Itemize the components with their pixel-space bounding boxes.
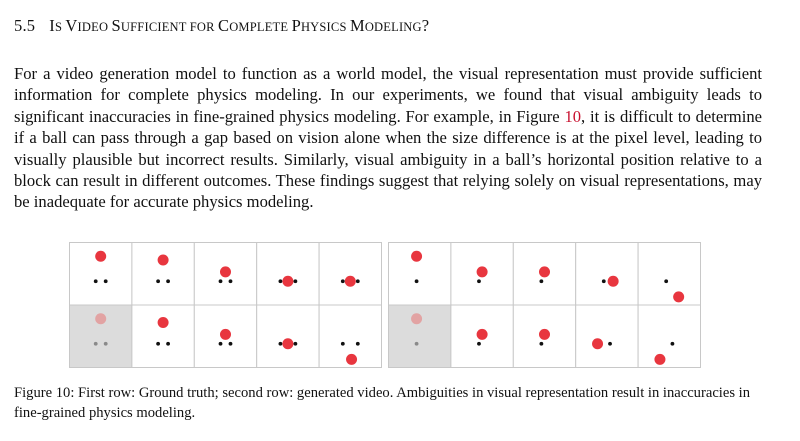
obstacle-dot [279,342,283,346]
obstacle-dot [229,279,233,283]
obstacle-dot [341,279,345,283]
obstacle-dot [356,342,360,346]
obstacle-dot [156,342,160,346]
section-title [49,16,429,35]
figure-panel-left [69,242,382,368]
red-ball [345,276,356,287]
title-letter: M [349,16,365,35]
obstacle-dot [664,279,668,283]
obstacle-dot [229,342,233,346]
obstacle-dot [477,279,481,283]
title-smallcaps: IDEO [77,20,112,34]
title-letter: V [65,16,78,35]
frame-cell [638,305,700,368]
red-ball [95,251,106,262]
red-ball [592,338,603,349]
figure-reference-link[interactable]: 10 [564,106,582,126]
frame-cell [132,305,194,368]
obstacle-dot [602,279,606,283]
red-ball [411,313,422,324]
frame-cell [638,243,700,306]
red-ball [282,338,293,349]
red-ball [477,266,488,277]
title-smallcaps: ODELING [364,20,422,34]
figure-grid-left [69,242,382,368]
red-ball [411,251,422,262]
obstacle-dot [166,342,170,346]
obstacle-dot [539,279,543,283]
red-ball [158,317,169,328]
obstacle-dot [477,342,481,346]
section-heading [14,16,429,36]
obstacle-dot [166,279,170,283]
red-ball [654,354,665,365]
title-smallcaps: OMPLETE [229,20,292,34]
title-smallcaps: UFFICIENT FOR [120,20,218,34]
red-ball [477,329,488,340]
figure-caption: Figure 10: First row: Ground truth; second row: generated video. Ambiguities in visual representation result in inaccuracies in fine-grained physics modeling. [14,385,751,421]
section-number: 5.5 [14,16,36,35]
obstacle-dot [341,342,345,346]
red-ball [346,354,357,365]
obstacle-dot [671,342,675,346]
frame-cell [576,305,638,368]
figure-grid-right [388,242,701,368]
frame-cell [257,243,319,306]
obstacle-dot [539,342,543,346]
obstacle-dot [293,342,297,346]
obstacle-dot [219,342,223,346]
obstacle-dot [219,279,223,283]
red-ball [673,291,684,302]
red-ball [608,276,619,287]
red-ball [539,329,550,340]
figure-panel-right [388,242,701,368]
frame-cell [319,243,381,306]
title-smallcaps: HYSICS [300,20,350,34]
obstacle-dot [94,279,98,283]
obstacle-dot [104,342,108,346]
red-ball [220,266,231,277]
obstacle-dot [94,342,98,346]
red-ball [220,329,231,340]
title-letter: C [217,16,230,35]
frame-cell [257,305,319,368]
obstacle-dot [156,279,160,283]
title-smallcaps: S [54,20,66,34]
obstacle-dot [415,279,419,283]
obstacle-dot [104,279,108,283]
obstacle-dot [356,279,360,283]
title-letter: P [291,16,301,35]
frame-cell [132,243,194,306]
obstacle-dot [279,279,283,283]
obstacle-dot [293,279,297,283]
obstacle-dot [415,342,419,346]
obstacle-dot [608,342,612,346]
red-ball [539,266,550,277]
red-ball [158,255,169,266]
red-ball [95,313,106,324]
paragraph-text-before-ref: For a video generation model to function as a world model, the visual representation must provide sufficient information for complete physics modeling. In our experiments, we found that visual ambiguity leads to significant inaccuracies in fine-grained physics modeling. For example, in Figure [14,64,762,126]
title-letter: ? [421,16,430,35]
title-letter: S [111,16,121,35]
title-letter: I [49,16,55,35]
frame-cell [576,243,638,306]
paragraph-text-after-ref: , it is difficult to determine if a ball can pass through a gap based on vision alone when the size difference is at the pixel level, leading to visually plausible but incorrect results. Similarly, visual ambiguity in a ball’s horizontal position relative to a block can result in different outcomes. These findings suggest that relying solely on visual representations, may be inadequate for accurate physics modeling. [14,106,762,212]
red-ball [282,276,293,287]
body-paragraph [14,63,762,213]
